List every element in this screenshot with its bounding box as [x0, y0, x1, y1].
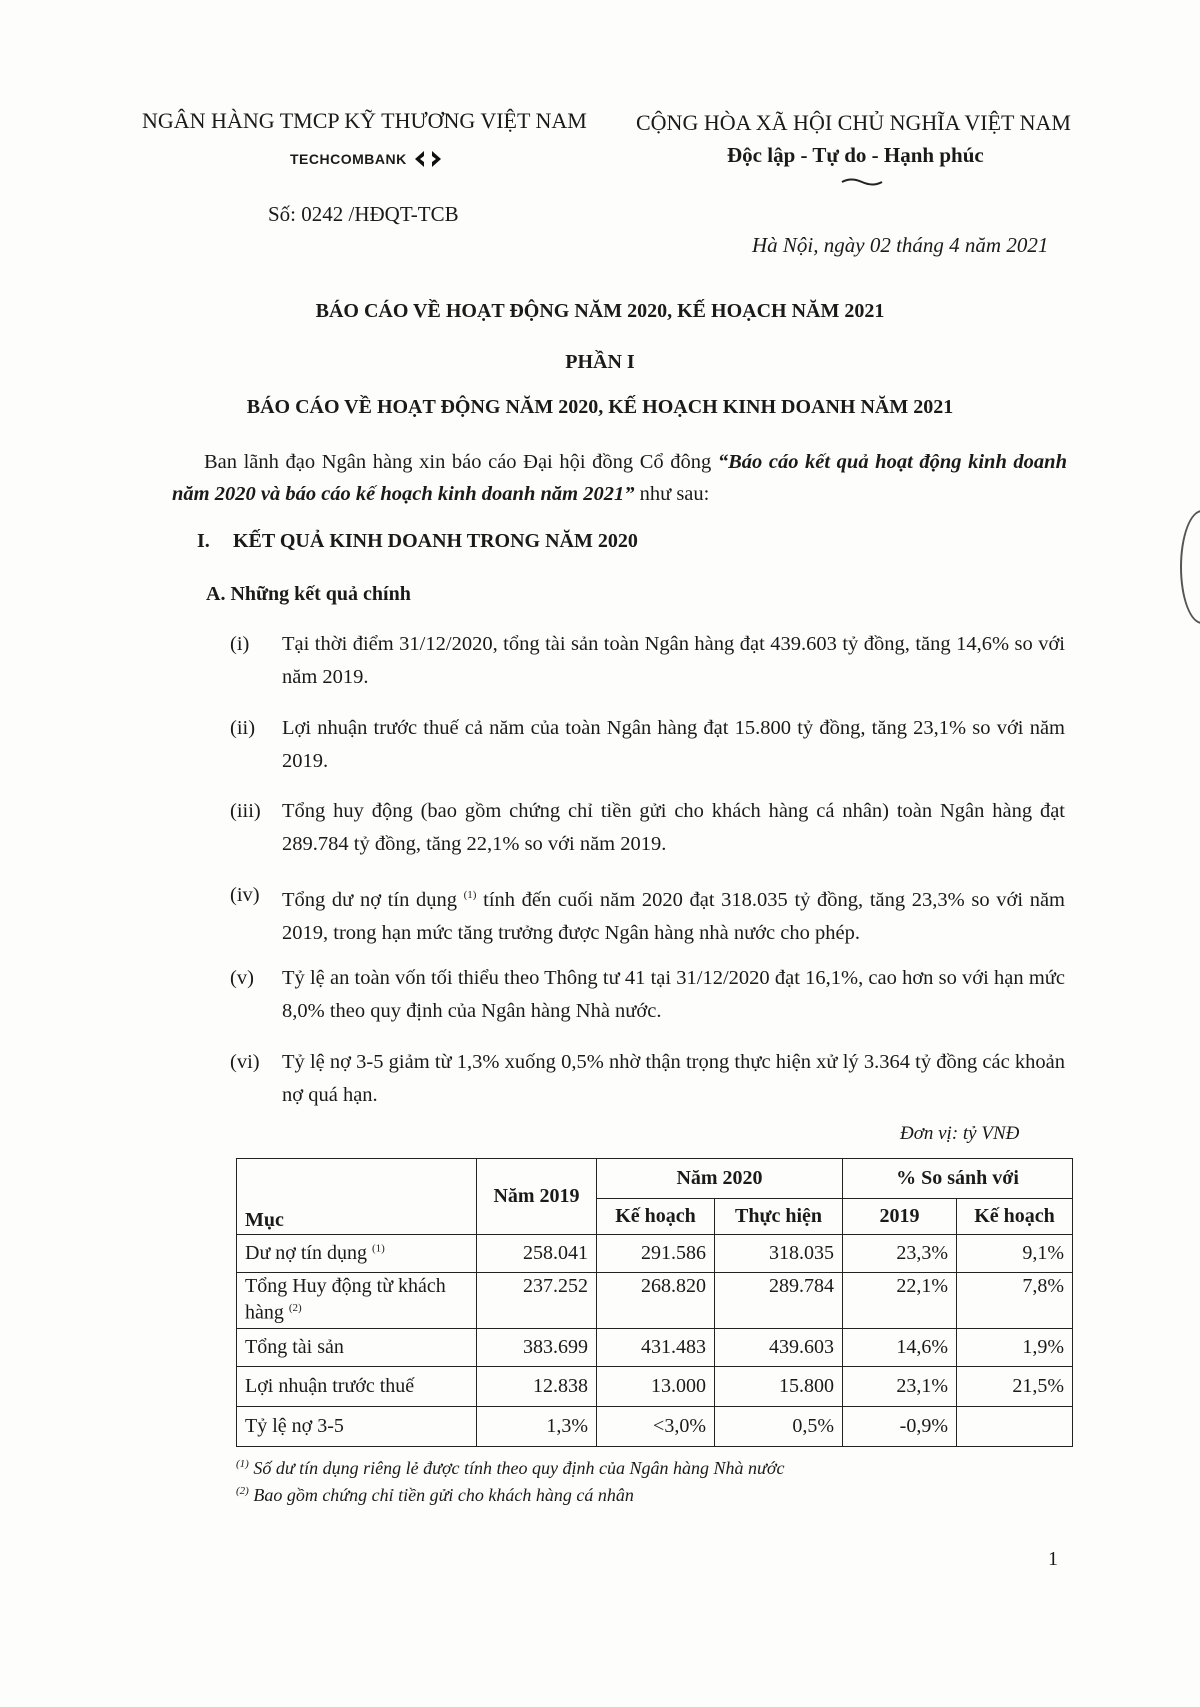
- cell-2019: 258.041: [477, 1235, 597, 1273]
- cell-actual: 0,5%: [715, 1407, 843, 1447]
- header-plan: Kế hoạch: [597, 1199, 715, 1235]
- document-number: Số: 0242 /HĐQT-TCB: [268, 202, 459, 226]
- cell-actual: 15.800: [715, 1367, 843, 1407]
- dateline: Hà Nội, ngày 02 tháng 4 năm 2021: [752, 233, 1049, 257]
- list-item: [230, 962, 1065, 1028]
- row-label: [237, 1367, 477, 1407]
- section-title: KẾT QUẢ KINH DOANH TRONG NĂM 2020: [233, 530, 638, 552]
- header-compare: % So sánh với: [843, 1159, 1073, 1199]
- cell-plan: 431.483: [597, 1329, 715, 1367]
- item-text: Tỷ lệ an toàn vốn tối thiểu theo Thông tư 41 tại 31/12/2020 đạt 16,1%, cao hơn so với hạn mức 8,0% theo quy định của Ngân hàng Nhà nước.: [282, 967, 1065, 1022]
- section-number: I.: [197, 530, 210, 552]
- seal-stamp-edge: [1180, 510, 1200, 624]
- item-marker: (vi): [230, 1051, 260, 1073]
- cell-vs-2019: 22,1%: [843, 1273, 957, 1329]
- ornament-icon: [840, 176, 884, 192]
- list-item: [230, 1046, 1065, 1112]
- row-label: [237, 1235, 477, 1273]
- part-heading: PHẦN I: [565, 351, 635, 373]
- item-text: [282, 879, 1065, 950]
- cell-actual: 318.035: [715, 1235, 843, 1273]
- cell-vs-plan: 9,1%: [957, 1235, 1073, 1273]
- list-item: [230, 879, 1065, 950]
- cell-2019: 237.252: [477, 1273, 597, 1329]
- header-2019: Năm 2019: [477, 1159, 597, 1235]
- cell-actual: 439.603: [715, 1329, 843, 1367]
- item-marker: (ii): [230, 717, 256, 739]
- row-label: [237, 1329, 477, 1367]
- header-2020: Năm 2020: [597, 1159, 843, 1199]
- footnote-text: Bao gồm chứng chỉ tiền gửi cho khách hàng cá nhân: [253, 1485, 634, 1505]
- footnote-ref: (2): [288, 1302, 302, 1314]
- cell-plan: 268.820: [597, 1273, 715, 1329]
- unit-label: Đơn vị: tỷ VNĐ: [900, 1123, 1020, 1144]
- table-row: [237, 1407, 1073, 1447]
- footnote-text: Số dư tín dụng riêng lẻ được tính theo quy định của Ngân hàng Nhà nước: [253, 1458, 785, 1478]
- header-compare-plan: Kế hoạch: [957, 1199, 1073, 1235]
- item-text: Tại thời điểm 31/12/2020, tổng tài sản toàn Ngân hàng đạt 439.603 tỷ đồng, tăng 14,6% so với năm 2019.: [282, 633, 1065, 688]
- list-item: [230, 628, 1065, 694]
- cell-vs-plan: 1,9%: [957, 1329, 1073, 1367]
- techcombank-logo-icon: [413, 150, 443, 168]
- intro-tail: như sau:: [634, 483, 710, 505]
- bank-name: NGÂN HÀNG TMCP KỸ THƯƠNG VIỆT NAM: [142, 108, 587, 133]
- item-text: Tổng huy động (bao gồm chứng chỉ tiền gửi cho khách hàng cá nhân) toàn Ngân hàng đạt 289.784 tỷ đồng, tăng 22,1% so với năm 2019.: [282, 800, 1065, 855]
- cell-vs-2019: 23,1%: [843, 1367, 957, 1407]
- report-title: BÁO CÁO VỀ HOẠT ĐỘNG NĂM 2020, KẾ HOẠCH NĂM 2021: [315, 300, 885, 322]
- item-text: Tỷ lệ nợ 3-5 giảm từ 1,3% xuống 0,5% nhờ thận trọng thực hiện xử lý 3.364 tỷ đồng các khoản nợ quá hạn.: [282, 1051, 1065, 1106]
- header-compare-2019: 2019: [843, 1199, 957, 1235]
- item-marker: (iii): [230, 800, 261, 822]
- footnote-mark: (2): [236, 1485, 249, 1497]
- section-i-heading: [197, 530, 638, 553]
- cell-2019: 383.699: [477, 1329, 597, 1367]
- cell-vs-2019: 14,6%: [843, 1329, 957, 1367]
- row-label-text: Tỷ lệ nợ 3-5: [245, 1415, 344, 1437]
- footnote-ref: (1): [463, 889, 477, 901]
- footnote: [236, 1458, 784, 1479]
- part-title: BÁO CÁO VỀ HOẠT ĐỘNG NĂM 2020, KẾ HOẠCH KINH DOANH NĂM 2021: [246, 396, 954, 418]
- list-item: [230, 712, 1065, 778]
- list-item: [230, 795, 1065, 861]
- header-actual: Thực hiện: [715, 1199, 843, 1235]
- item-text: Lợi nhuận trước thuế cả năm của toàn Ngân hàng đạt 15.800 tỷ đồng, tăng 23,1% so với năm 2019.: [282, 717, 1065, 772]
- row-label: [237, 1273, 477, 1329]
- logo-text: TECHCOMBANK: [290, 151, 407, 167]
- item-marker: (iv): [230, 884, 260, 906]
- cell-vs-plan: [957, 1407, 1073, 1447]
- cell-vs-plan: 7,8%: [957, 1273, 1073, 1329]
- footnote-ref: (1): [371, 1242, 385, 1255]
- cell-2019: 12.838: [477, 1367, 597, 1407]
- cell-actual: 289.784: [715, 1273, 843, 1329]
- cell-vs-2019: 23,3%: [843, 1235, 957, 1273]
- intro-lead: Ban lãnh đạo Ngân hàng xin báo cáo Đại hội đồng Cổ đông: [204, 451, 718, 473]
- row-label-text: Tổng tài sản: [245, 1336, 344, 1358]
- page-number: 1: [1048, 1548, 1058, 1570]
- table-row: [237, 1329, 1073, 1367]
- cell-vs-2019: -0,9%: [843, 1407, 957, 1447]
- results-table: [236, 1158, 1073, 1447]
- table-row: [237, 1367, 1073, 1407]
- section-a-heading: A. Những kết quả chính: [206, 583, 411, 605]
- footnote: [236, 1485, 634, 1506]
- item-text-b: tính đến cuối năm 2020 đạt 318.035 tỷ đồng, tăng 23,3% so với năm 2019, trong hạn mức tăng trưởng được Ngân hàng nhà nước cho phép.: [282, 888, 1065, 944]
- row-label-text: Lợi nhuận trước thuế: [245, 1375, 415, 1397]
- cell-plan: <3,0%: [597, 1407, 715, 1447]
- header-item: Mục: [237, 1159, 477, 1235]
- techcombank-logo: [290, 150, 443, 168]
- footnote-mark: (1): [236, 1458, 249, 1470]
- cell-plan: 13.000: [597, 1367, 715, 1407]
- item-text-a: Tổng dư nợ tín dụng: [282, 888, 464, 911]
- cell-2019: 1,3%: [477, 1407, 597, 1447]
- intro-quote: “Báo cáo kết quả hoạt động kinh doanh năm 2020 và báo cáo kế hoạch kinh doanh năm 2021”: [172, 451, 1067, 505]
- cell-vs-plan: 21,5%: [957, 1367, 1073, 1407]
- table-row: [237, 1235, 1073, 1273]
- row-label-text: Dư nợ tín dụng: [245, 1242, 367, 1264]
- item-marker: (i): [230, 633, 250, 655]
- row-label: [237, 1407, 477, 1447]
- republic-name: CỘNG HÒA XÃ HỘI CHỦ NGHĨA VIỆT NAM: [636, 110, 1071, 135]
- intro-paragraph: [172, 446, 1067, 510]
- national-motto: Độc lập - Tự do - Hạnh phúc: [727, 143, 984, 167]
- row-label-text: Tổng Huy động từ khách hàng: [245, 1275, 446, 1324]
- cell-plan: 291.586: [597, 1235, 715, 1273]
- table-row: [237, 1273, 1073, 1329]
- item-marker: (v): [230, 967, 254, 989]
